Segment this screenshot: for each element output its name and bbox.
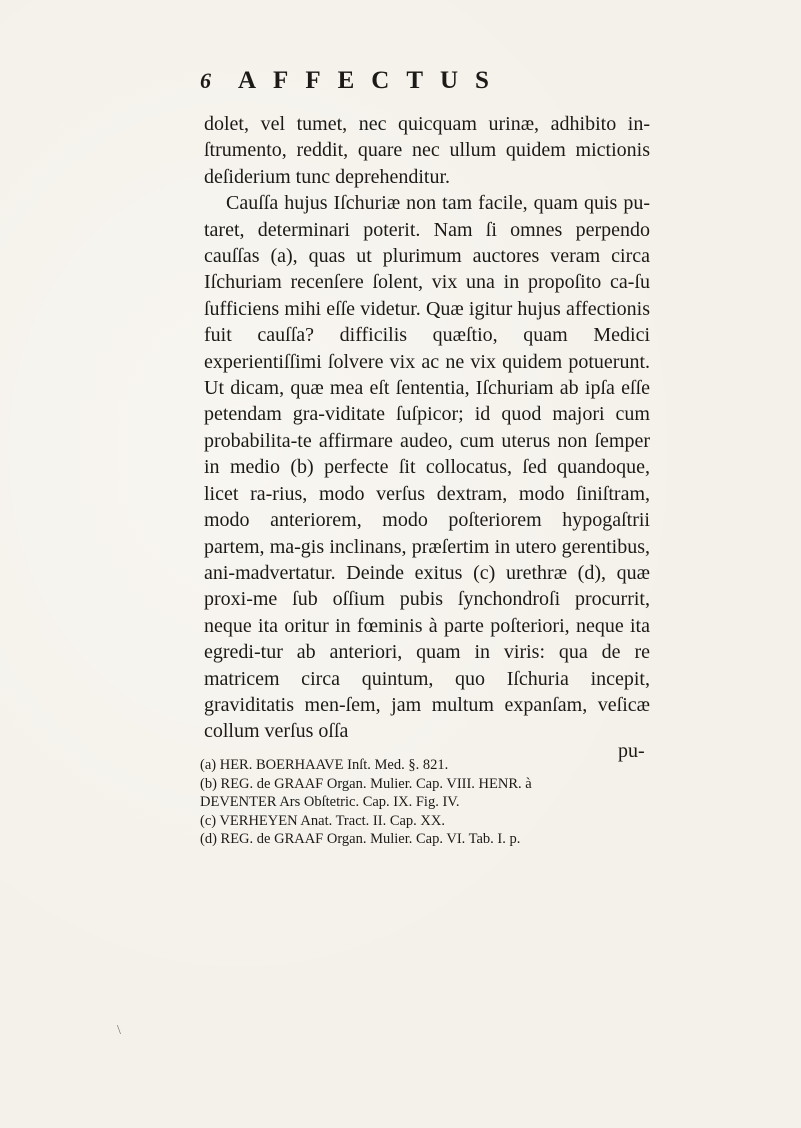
footnote-c: (c) VERHEYEN Anat. Tract. II. Cap. XX. [200, 812, 445, 829]
footnote-b-continued: DEVENTER Ars Obſtetric. Cap. IX. Fig. IV. [200, 794, 460, 810]
footnote-d: (d) REG. de GRAAF Organ. Mulier. Cap. VI. Tab. I. p. [200, 831, 521, 847]
main-text [204, 111, 650, 745]
page-number: 6 [200, 68, 211, 93]
running-head: AFFECTUS [238, 67, 506, 94]
margin-mark: \ [117, 1023, 121, 1038]
catchword: pu- [618, 740, 645, 762]
paragraph-1: dolet, vel tumet, nec quicquam urinæ, adhibito in-ſtrumento, reddit, quare nec ullum quidem mictionis deſiderium tunc deprehenditur. [204, 113, 650, 188]
paragraph-2: Cauſſa hujus Iſchuriæ non tam facile, quam quis pu-taret, determinari poterit. Nam ſi omnes perpendo cauſſas (a), quas ut plurimum auctores veram circa Iſchuriam recenſere ſolent, vix una in propoſito ca-ſu ſufficiens mihi eſſe videtur. Quæ igitur hujus affectionis fuit cauſſa? difficilis quæſtio, quam Medici experientiſſimi ſolvere vix ac ne vix quidem potuerunt. Ut dicam, quæ mea eſt ſententia, Iſchuriam ab ipſa eſſe petendam gra-viditate ſuſpicor; id quod majori cum probabilita-te affirmare audeo, cum uterus non ſemper in medio (b) perfecte ſit collocatus, ſed quandoque, licet ra-rius, modo verſus dextram, modo ſiniſtram, modo anteriorem, modo poſteriorem hypogaſtrii partem, ma-gis inclinans, præſertim in utero gerentibus, ani-madvertatur. Deinde exitus (c) urethræ (d), quæ proxi-me ſub oſſium pubis ſynchondroſi procurrit, neque ita oritur in fœminis à parte poſteriori, neque ita egredi-tur ab anteriori, quam in viris: qua de re matricem circa quintum, quo Iſchuria incepit, graviditatis men-ſem, jam multum expanſam, veſicæ collum verſus oſſa [204, 192, 650, 743]
footnotes [200, 756, 660, 849]
page-header [200, 66, 640, 100]
footnote-a: (a) HER. BOERHAAVE Inſt. Med. §. 821. [200, 757, 449, 773]
footnote-b: (b) REG. de GRAAF Organ. Mulier. Cap. VIII. HENR. à [200, 775, 532, 792]
